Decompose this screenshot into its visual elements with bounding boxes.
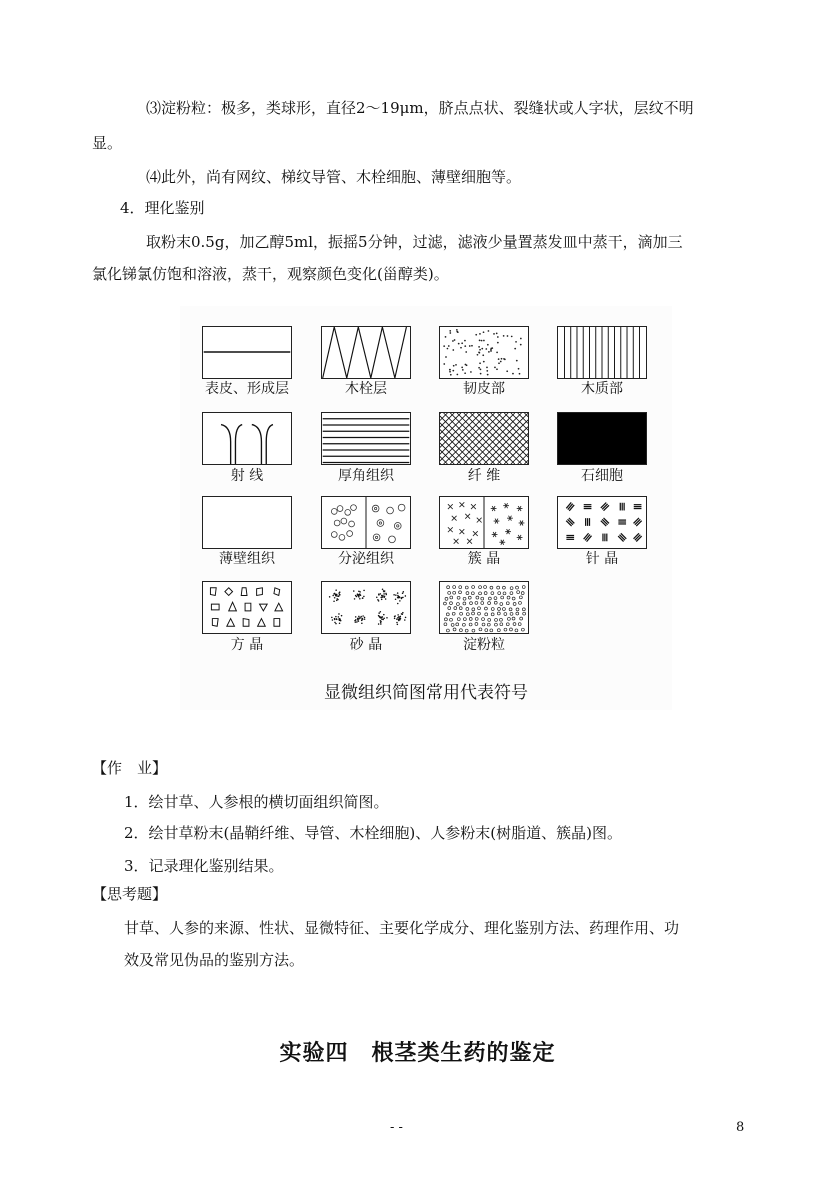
paragraph-procedure-cont: 氯化锑氯仿饱和溶液，蒸干，观察颜色变化(甾醇类)。 <box>92 265 449 283</box>
druse-symbol <box>439 496 529 549</box>
questions-title: 【思考题】 <box>92 885 168 903</box>
collenchyma-symbol <box>321 412 411 465</box>
label-phloem: 韧皮部 <box>463 381 505 397</box>
label-stone-cell: 石细胞 <box>581 468 623 484</box>
questions-line-1: 甘草、人参的来源、性状、显微特征、主要化学成分、理化鉴别方法、药理作用、功 <box>124 919 680 937</box>
label-druse: 簇 晶 <box>467 551 501 567</box>
paragraph-procedure: 取粉末0.5g，加乙醇5ml，振摇5分钟，过滤，滤液少量置蒸发皿中蒸干，滴加三 <box>146 233 683 251</box>
homework-item-2: 2．绘甘草粉末(晶鞘纤维、导管、木栓细胞)、人参粉末(树脂道、簇晶)图。 <box>124 824 622 842</box>
page-number: 8 <box>736 1120 745 1135</box>
questions-line-2: 效及常见伪品的鉴别方法。 <box>124 951 305 969</box>
starch-granule-symbol <box>439 581 529 634</box>
crystal-sand-symbol <box>321 581 411 634</box>
homework-item-1: 1．绘甘草、人参根的横切面组织简图。 <box>124 793 389 811</box>
secretory-tissue-symbol <box>321 496 411 549</box>
label-xylem: 木质部 <box>581 381 623 397</box>
section-heading-physicochemical: 4．理化鉴别 <box>120 199 205 217</box>
paragraph-starch-granules: ⑶淀粉粒：极多，类球形，直径2～19μm，脐点点状、裂缝状或人字状，层纹不明 <box>146 99 694 117</box>
stone-cell-symbol <box>557 412 647 465</box>
label-crystal-sand: 砂 晶 <box>349 637 383 653</box>
label-secretory: 分泌组织 <box>338 551 394 567</box>
prism-crystal-symbol <box>202 581 292 634</box>
label-epidermis: 表皮、形成层 <box>205 381 289 397</box>
epidermis-symbol <box>202 326 292 379</box>
label-ray: 射 线 <box>230 468 264 484</box>
tissue-symbols-figure <box>180 306 672 710</box>
label-fiber: 纤 维 <box>467 468 501 484</box>
raphide-symbol <box>557 496 647 549</box>
paragraph-other-cells: ⑷此外，尚有网纹、梯纹导管、木栓细胞、薄壁细胞等。 <box>146 168 522 186</box>
homework-title: 【作 业】 <box>92 759 168 777</box>
homework-item-3: 3．记录理化鉴别结果。 <box>124 857 284 875</box>
xylem-symbol <box>557 326 647 379</box>
label-cork: 木栓层 <box>345 381 387 397</box>
label-parenchyma: 薄壁组织 <box>219 551 275 567</box>
parenchyma-symbol <box>202 496 292 549</box>
figure-caption: 显微组织简图常用代表符号 <box>324 683 528 703</box>
label-starch: 淀粉粒 <box>463 637 505 653</box>
paragraph-starch-granules-cont: 显。 <box>92 134 123 152</box>
label-raphide: 针 晶 <box>585 551 619 567</box>
ray-symbol <box>202 412 292 465</box>
label-prism: 方 晶 <box>230 637 264 653</box>
footer-center-mark: - - <box>390 1120 403 1135</box>
fiber-symbol <box>439 412 529 465</box>
next-experiment-heading: 实验四 根茎类生药的鉴定 <box>279 1041 556 1066</box>
cork-symbol <box>321 326 411 379</box>
label-collenchyma: 厚角组织 <box>338 468 394 484</box>
phloem-symbol <box>439 326 529 379</box>
